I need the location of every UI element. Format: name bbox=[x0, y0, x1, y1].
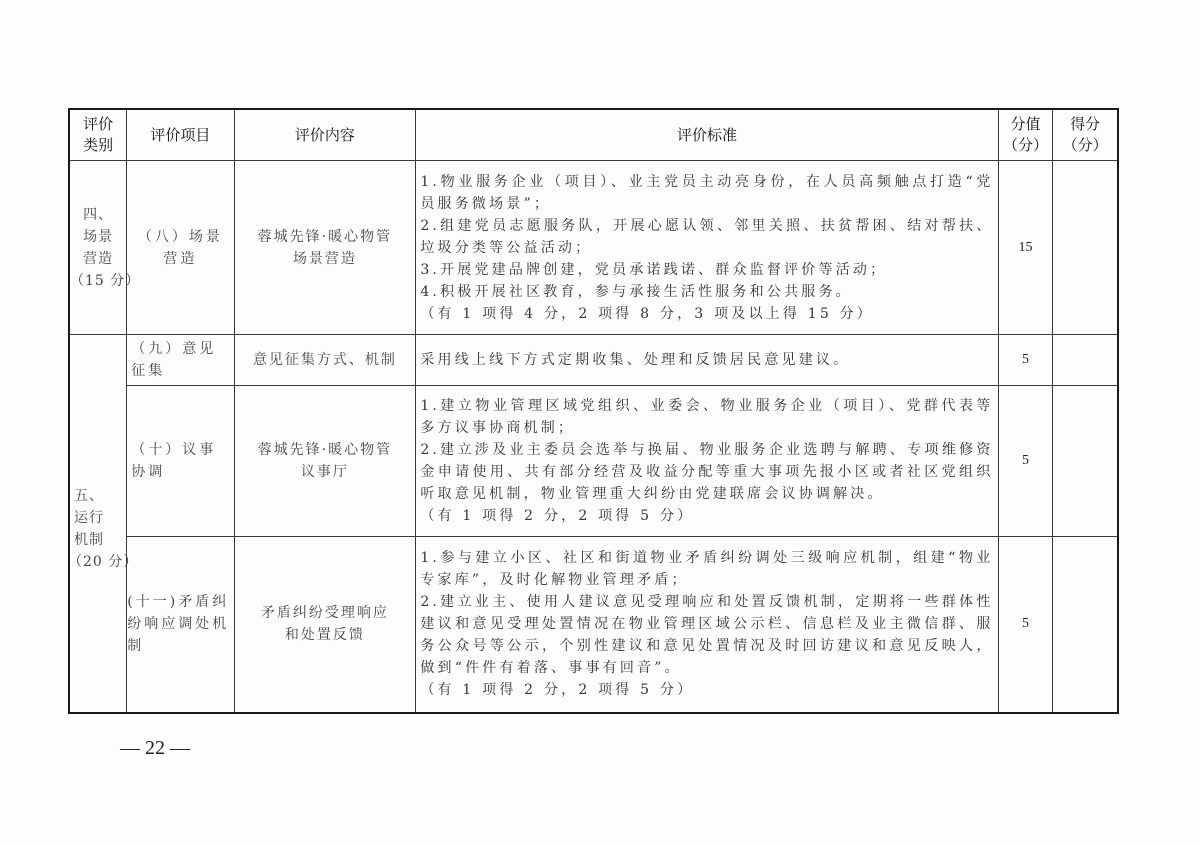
header-score-line1: 分值 bbox=[1010, 115, 1041, 133]
category-line: 场景 bbox=[83, 228, 114, 245]
got-score-cell[interactable] bbox=[1053, 161, 1118, 335]
standard-line: 3.开展党建品牌创建，党员承诺践诺、群众监督评价等活动； bbox=[420, 261, 888, 278]
header-score-line2: （分） bbox=[1002, 136, 1048, 154]
got-score-cell[interactable] bbox=[1053, 537, 1118, 713]
standard-cell bbox=[416, 335, 998, 386]
category-line: 五、 bbox=[74, 488, 104, 504]
content-line: 场景营造 bbox=[292, 250, 357, 267]
header-content: 评价内容 bbox=[234, 109, 416, 161]
category-line: （20 分） bbox=[68, 554, 139, 570]
category-line: 营造 bbox=[83, 250, 114, 267]
category-line: 四、 bbox=[83, 206, 114, 223]
table-row bbox=[69, 386, 1118, 537]
table-header-row bbox=[69, 109, 1118, 161]
header-got-line1: 得分 bbox=[1070, 115, 1101, 133]
content-cell bbox=[234, 537, 416, 713]
standard-line: 1.物业服务企业（项目）、业主党员主动亮身份，在人员高频触点打造“党员服务微场景”； bbox=[420, 173, 994, 212]
content-cell bbox=[234, 335, 416, 386]
got-score-cell[interactable] bbox=[1053, 386, 1118, 537]
standard-line: 2.建立业主、使用人建议意见受理响应和处置反馈机制，定期将一些群体性建议和意见受理处置情况在物业管理区域公示栏、信息栏及业主微信群、服务公众号等公示，个别性建议和意见处置情况及时回访建议和意见反映人，做到“件件有着落、事事有回音”。 bbox=[420, 594, 994, 677]
content-cell bbox=[234, 386, 416, 537]
standard-line: 1.参与建立小区、社区和街道物业矛盾纠纷调处三级响应机制，组建“物业专家库”，及时化解物业管理矛盾； bbox=[420, 550, 994, 589]
standard-line: （有 1 项得 2 分，2 项得 5 分） bbox=[420, 682, 695, 699]
header-score bbox=[998, 109, 1053, 161]
item-cell: （九）意见征集 bbox=[127, 335, 234, 386]
category-line: 运行 bbox=[74, 510, 104, 526]
page-number: — 22 — bbox=[120, 737, 190, 759]
standard-line: 1.建立物业管理区域党组织、业委会、物业服务企业（项目）、党群代表等多方议事协商机制； bbox=[420, 398, 994, 436]
standard-cell bbox=[416, 537, 998, 713]
standard-line: （有 1 项得 4 分，2 项得 8 分，3 项及以上得 15 分） bbox=[420, 305, 874, 322]
content-line: 蓉城先锋·暖心物管 bbox=[257, 228, 393, 245]
evaluation-table bbox=[68, 108, 1119, 714]
score-cell: 15 bbox=[998, 161, 1053, 335]
content-line: 意见征集方式、机制 bbox=[252, 352, 397, 368]
header-item: 评价项目 bbox=[127, 109, 234, 161]
content-line: 蓉城先锋·暖心物管 bbox=[257, 442, 393, 458]
content-line: 议事厅 bbox=[300, 464, 349, 480]
category-cell bbox=[68, 335, 139, 713]
standard-cell bbox=[416, 161, 998, 335]
item-cell: （十）议事协调 bbox=[127, 386, 234, 537]
table-row bbox=[69, 335, 1118, 386]
standard-line: 4.积极开展社区教育，参与承接生活性服务和公共服务。 bbox=[420, 283, 853, 300]
got-score-cell[interactable] bbox=[1053, 335, 1118, 386]
standard-cell bbox=[416, 386, 998, 537]
score-cell: 5 bbox=[998, 335, 1053, 386]
table-row bbox=[69, 537, 1118, 713]
header-category-line1: 评价 bbox=[83, 115, 114, 133]
standard-line: 采用线上线下方式定期收集、处理和反馈居民意见建议。 bbox=[420, 352, 851, 368]
content-line: 和处置反馈 bbox=[284, 627, 365, 644]
standard-line: （有 1 项得 2 分，2 项得 5 分） bbox=[420, 508, 695, 524]
table-row bbox=[69, 161, 1118, 335]
item-cell: （八）场景营造 bbox=[127, 161, 234, 335]
header-category-line2: 类别 bbox=[83, 136, 114, 154]
content-line: 矛盾纠纷受理响应 bbox=[260, 605, 389, 622]
item-cell: (十一)矛盾纠纷响应调处机制 bbox=[127, 537, 234, 713]
category-line: 机制 bbox=[74, 532, 104, 548]
header-category bbox=[69, 109, 127, 161]
header-got-line2: （分） bbox=[1062, 136, 1108, 154]
score-cell: 5 bbox=[998, 386, 1053, 537]
content-cell bbox=[234, 161, 416, 335]
header-standard: 评价标准 bbox=[416, 109, 998, 161]
category-cell bbox=[69, 161, 141, 335]
category-line: （15 分） bbox=[70, 272, 141, 289]
header-got bbox=[1053, 109, 1118, 161]
standard-line: 2.组建党员志愿服务队，开展心愿认领、邻里关照、扶贫帮困、结对帮扶、垃圾分类等公益活动； bbox=[420, 217, 994, 256]
standard-line: 2.建立涉及业主委员会选举与换届、物业服务企业选聘与解聘、专项维修资金申请使用、共有部分经营及收益分配等重大事项先报小区或者社区党组织听取意见机制，物业管理重大纠纷由党建联席会议协调解决。 bbox=[420, 442, 994, 502]
score-cell: 5 bbox=[998, 537, 1053, 713]
